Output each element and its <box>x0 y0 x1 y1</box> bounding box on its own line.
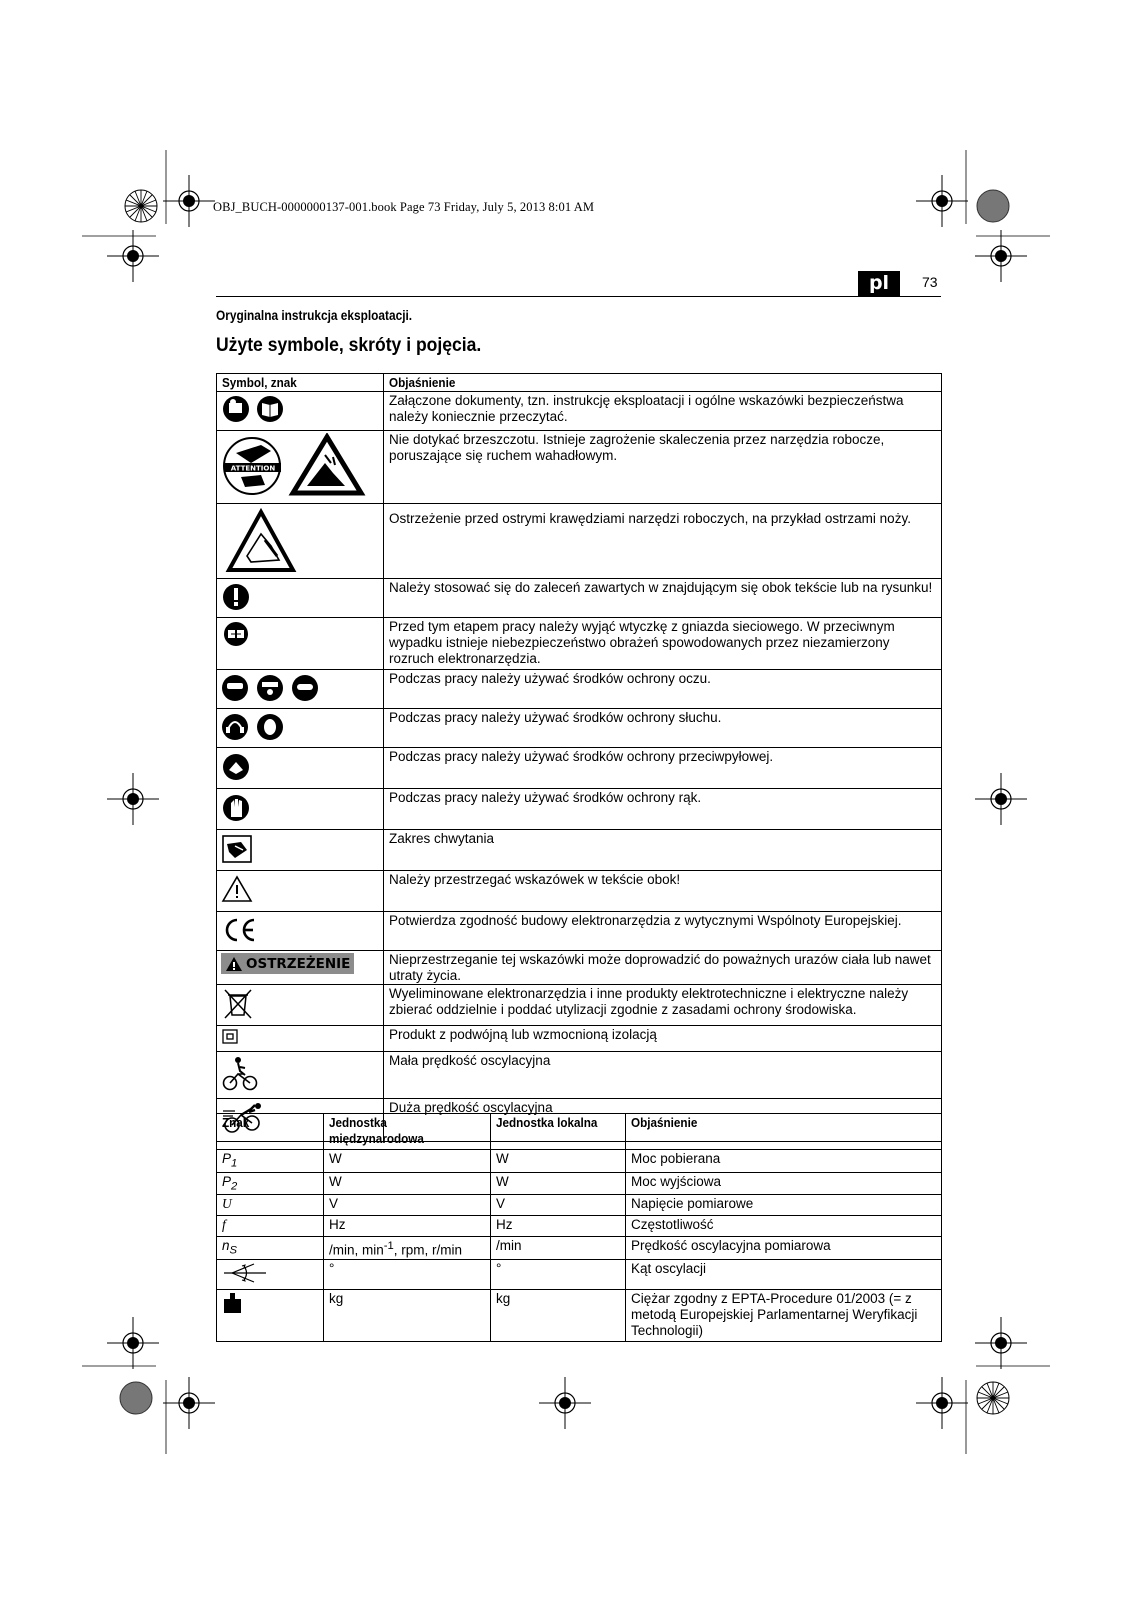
registration-mark-icon <box>975 773 1027 825</box>
document-subtitle: Oryginalna instrukcja eksploatacji. <box>216 308 413 323</box>
read-manual-icon <box>221 394 291 424</box>
ce-mark-icon <box>221 914 257 944</box>
sharp-edges-warning-icon <box>221 506 366 572</box>
symbol-cell <box>217 951 384 985</box>
explanation-cell: Należy przestrzegać wskazówek w tekście obok! <box>384 871 942 912</box>
oscillation-angle-icon <box>222 1261 268 1285</box>
sign-cell: $P_2$ <box>217 1172 324 1195</box>
symbol-cell <box>217 431 384 504</box>
local-unit-cell: W <box>491 1150 626 1173</box>
column-header: Jednostka lokalna <box>491 1114 626 1150</box>
table-row <box>217 431 942 504</box>
table-row <box>217 709 942 748</box>
dust-mask-icon <box>221 750 253 782</box>
table-row <box>217 912 942 951</box>
table-row <box>217 1172 942 1195</box>
header-rule <box>216 296 941 297</box>
table-row <box>217 504 942 579</box>
international-unit-cell: ° <box>324 1260 491 1290</box>
warning-badge-label: OSTRZEŻENIE <box>246 955 351 972</box>
table-row <box>217 1195 942 1216</box>
local-unit-cell: W <box>491 1172 626 1195</box>
explanation-cell: Podczas pracy należy używać środków ochrony przeciwpyłowej. <box>384 748 942 789</box>
international-unit-cell: W <box>324 1150 491 1173</box>
sign-cell: f <box>217 1216 324 1237</box>
local-unit-cell: /min <box>491 1237 626 1260</box>
star-target-icon <box>977 1382 1009 1414</box>
units-table <box>216 1113 942 1342</box>
unplug-icon <box>221 620 253 650</box>
double-insulation-icon <box>221 1028 241 1045</box>
symbols-table <box>216 373 942 1142</box>
explanation-cell: Mała prędkość oscylacyjna <box>384 1052 942 1099</box>
explanation-cell: Ciężar zgodny z EPTA-Procedure 01/2003 (= z metodą Europejskiej Parlamentarnej Weryfikacji Technologii) <box>626 1290 942 1342</box>
column-header: Symbol, znak <box>217 374 384 392</box>
explanation-cell: Ostrzeżenie przed ostrymi krawędziami narzędzi roboczych, na przykład ostrzami noży. <box>384 504 942 579</box>
explanation-cell: Częstotliwość <box>626 1216 942 1237</box>
registration-mark-icon <box>916 1377 968 1429</box>
table-row <box>217 871 942 912</box>
international-unit-cell: /min, $\min^{-1}$, rpm, r/min <box>324 1237 491 1260</box>
explanation-cell: Duża prędkość oscylacyjna <box>384 1099 942 1142</box>
table-row <box>217 830 942 871</box>
registration-mark-icon <box>163 1377 215 1429</box>
international-unit-cell: V <box>324 1195 491 1216</box>
page-title: Użyte symbole, skróty i pojęcia. <box>216 334 482 356</box>
table-row <box>217 748 942 789</box>
symbol-cell <box>217 1026 384 1052</box>
symbol-cell <box>217 912 384 951</box>
explanation-cell: Potwierdza zgodność budowy elektronarzędzia z wytycznymi Wspólnoty Europejskiej. <box>384 912 942 951</box>
explanation-cell: Moc wyjściowa <box>626 1172 942 1195</box>
slow-cyclist-icon <box>221 1054 261 1092</box>
mandatory-exclamation-icon <box>221 581 253 611</box>
grip-area-icon <box>221 832 255 864</box>
symbol-cell <box>217 709 384 748</box>
symbol-cell <box>217 830 384 871</box>
registration-mark-icon <box>107 230 159 282</box>
explanation-cell: Zakres chwytania <box>384 830 942 871</box>
symbol-cell <box>217 670 384 709</box>
explanation-cell: Produkt z podwójną lub wzmocnioną izolacją <box>384 1026 942 1052</box>
table-row <box>217 670 942 709</box>
symbol-cell <box>217 871 384 912</box>
svg-text:ATTENTION: ATTENTION <box>230 464 276 473</box>
symbol-cell <box>217 1052 384 1099</box>
local-unit-cell: kg <box>491 1290 626 1342</box>
book-header-line: OBJ_BUCH-0000000137-001.book Page 73 Friday, July 5, 2013 8:01 AM <box>213 200 595 214</box>
warning-triangle-icon <box>221 873 255 905</box>
symbol-cell <box>217 748 384 789</box>
international-unit-cell: kg <box>324 1290 491 1342</box>
sign-cell <box>217 1260 324 1290</box>
table-row <box>217 1052 942 1099</box>
symbol-cell <box>217 618 384 670</box>
local-unit-cell: V <box>491 1195 626 1216</box>
column-header: Znak <box>217 1114 324 1150</box>
explanation-cell: Nie dotykać brzeszczotu. Istnieje zagrożenie skaleczenia przez narzędzia robocze, poruszające się ruchem wahadłowym. <box>384 431 942 504</box>
symbol-cell <box>217 392 384 431</box>
explanation-cell: Załączone dokumenty, tzn. instrukcję eksploatacji i ogólne wskazówki bezpieczeństwa należy koniecznie przeczytać. <box>384 392 942 431</box>
explanation-cell: Moc pobierana <box>626 1150 942 1173</box>
symbol-cell <box>217 985 384 1026</box>
international-unit-cell: Hz <box>324 1216 491 1237</box>
star-target-icon <box>125 190 157 222</box>
sign-cell: U <box>217 1195 324 1216</box>
table-header-row <box>217 374 942 392</box>
warning-icon <box>225 956 243 972</box>
weee-bin-icon <box>221 987 255 1019</box>
registration-mark-icon <box>163 175 215 227</box>
explanation-cell: Napięcie pomiarowe <box>626 1195 942 1216</box>
international-unit-cell: W <box>324 1172 491 1195</box>
table-row <box>217 1290 942 1342</box>
attention-blade-icon <box>221 433 366 497</box>
gloves-icon <box>221 791 253 823</box>
local-unit-cell: Hz <box>491 1216 626 1237</box>
table-row <box>217 1216 942 1237</box>
page-number: 73 <box>922 274 938 290</box>
hearing-protection-icon <box>221 711 287 741</box>
explanation-cell: Podczas pracy należy używać środków ochrony słuchu. <box>384 709 942 748</box>
table-row <box>217 1237 942 1260</box>
local-unit-cell: ° <box>491 1260 626 1290</box>
explanation-cell: Kąt oscylacji <box>626 1260 942 1290</box>
table-row <box>217 1150 942 1173</box>
gray-target-icon <box>977 190 1009 222</box>
table-row <box>217 579 942 618</box>
eye-protection-icon <box>221 672 321 702</box>
explanation-cell: Podczas pracy należy używać środków ochrony oczu. <box>384 670 942 709</box>
registration-mark-icon <box>107 773 159 825</box>
sign-cell: $n_S$ <box>217 1237 324 1260</box>
table-row <box>217 1026 942 1052</box>
explanation-cell: Prędkość oscylacyjna pomiarowa <box>626 1237 942 1260</box>
sign-cell: $P_1$ <box>217 1150 324 1173</box>
column-header: Objaśnienie <box>626 1114 942 1150</box>
table-row <box>217 618 942 670</box>
registration-mark-icon <box>107 1317 159 1369</box>
table-row <box>217 951 942 985</box>
warning-badge <box>221 953 354 974</box>
registration-mark-icon <box>916 175 968 227</box>
column-header: Jednostka międzynarodowa <box>324 1114 491 1150</box>
explanation-cell: Przed tym etapem pracy należy wyjąć wtyczkę z gniazda sieciowego. W przeciwnym wypadku istnieje niebezpieczeństwo obrażeń spowodowanych przez niezamierzony rozruch elektronarzędzia. <box>384 618 942 670</box>
table-header-row <box>217 1114 942 1150</box>
table-row <box>217 392 942 431</box>
symbol-cell <box>217 789 384 830</box>
symbol-cell <box>217 504 384 579</box>
table-row <box>217 789 942 830</box>
table-row <box>217 1260 942 1290</box>
column-header: Objaśnienie <box>384 374 942 392</box>
registration-mark-icon <box>975 230 1027 282</box>
weight-icon <box>222 1291 244 1315</box>
registration-mark-icon <box>975 1317 1027 1369</box>
sign-cell <box>217 1290 324 1342</box>
registration-mark-icon <box>539 1377 591 1429</box>
table-row <box>217 985 942 1026</box>
explanation-cell: Nieprzestrzeganie tej wskazówki może doprowadzić do poważnych urazów ciała lub nawet utraty życia. <box>384 951 942 985</box>
explanation-cell: Wyeliminowane elektronarzędzia i inne produkty elektrotechniczne i elektryczne należy zbierać oddzielnie i poddać utylizacji zgodnie z zasadami ochrony środowiska. <box>384 985 942 1026</box>
symbol-cell <box>217 579 384 618</box>
explanation-cell: Należy stosować się do zaleceń zawartych w znajdującym się obok tekście lub na rysunku! <box>384 579 942 618</box>
language-badge: pl <box>858 271 900 296</box>
explanation-cell: Podczas pracy należy używać środków ochrony rąk. <box>384 789 942 830</box>
gray-target-icon <box>120 1382 152 1414</box>
